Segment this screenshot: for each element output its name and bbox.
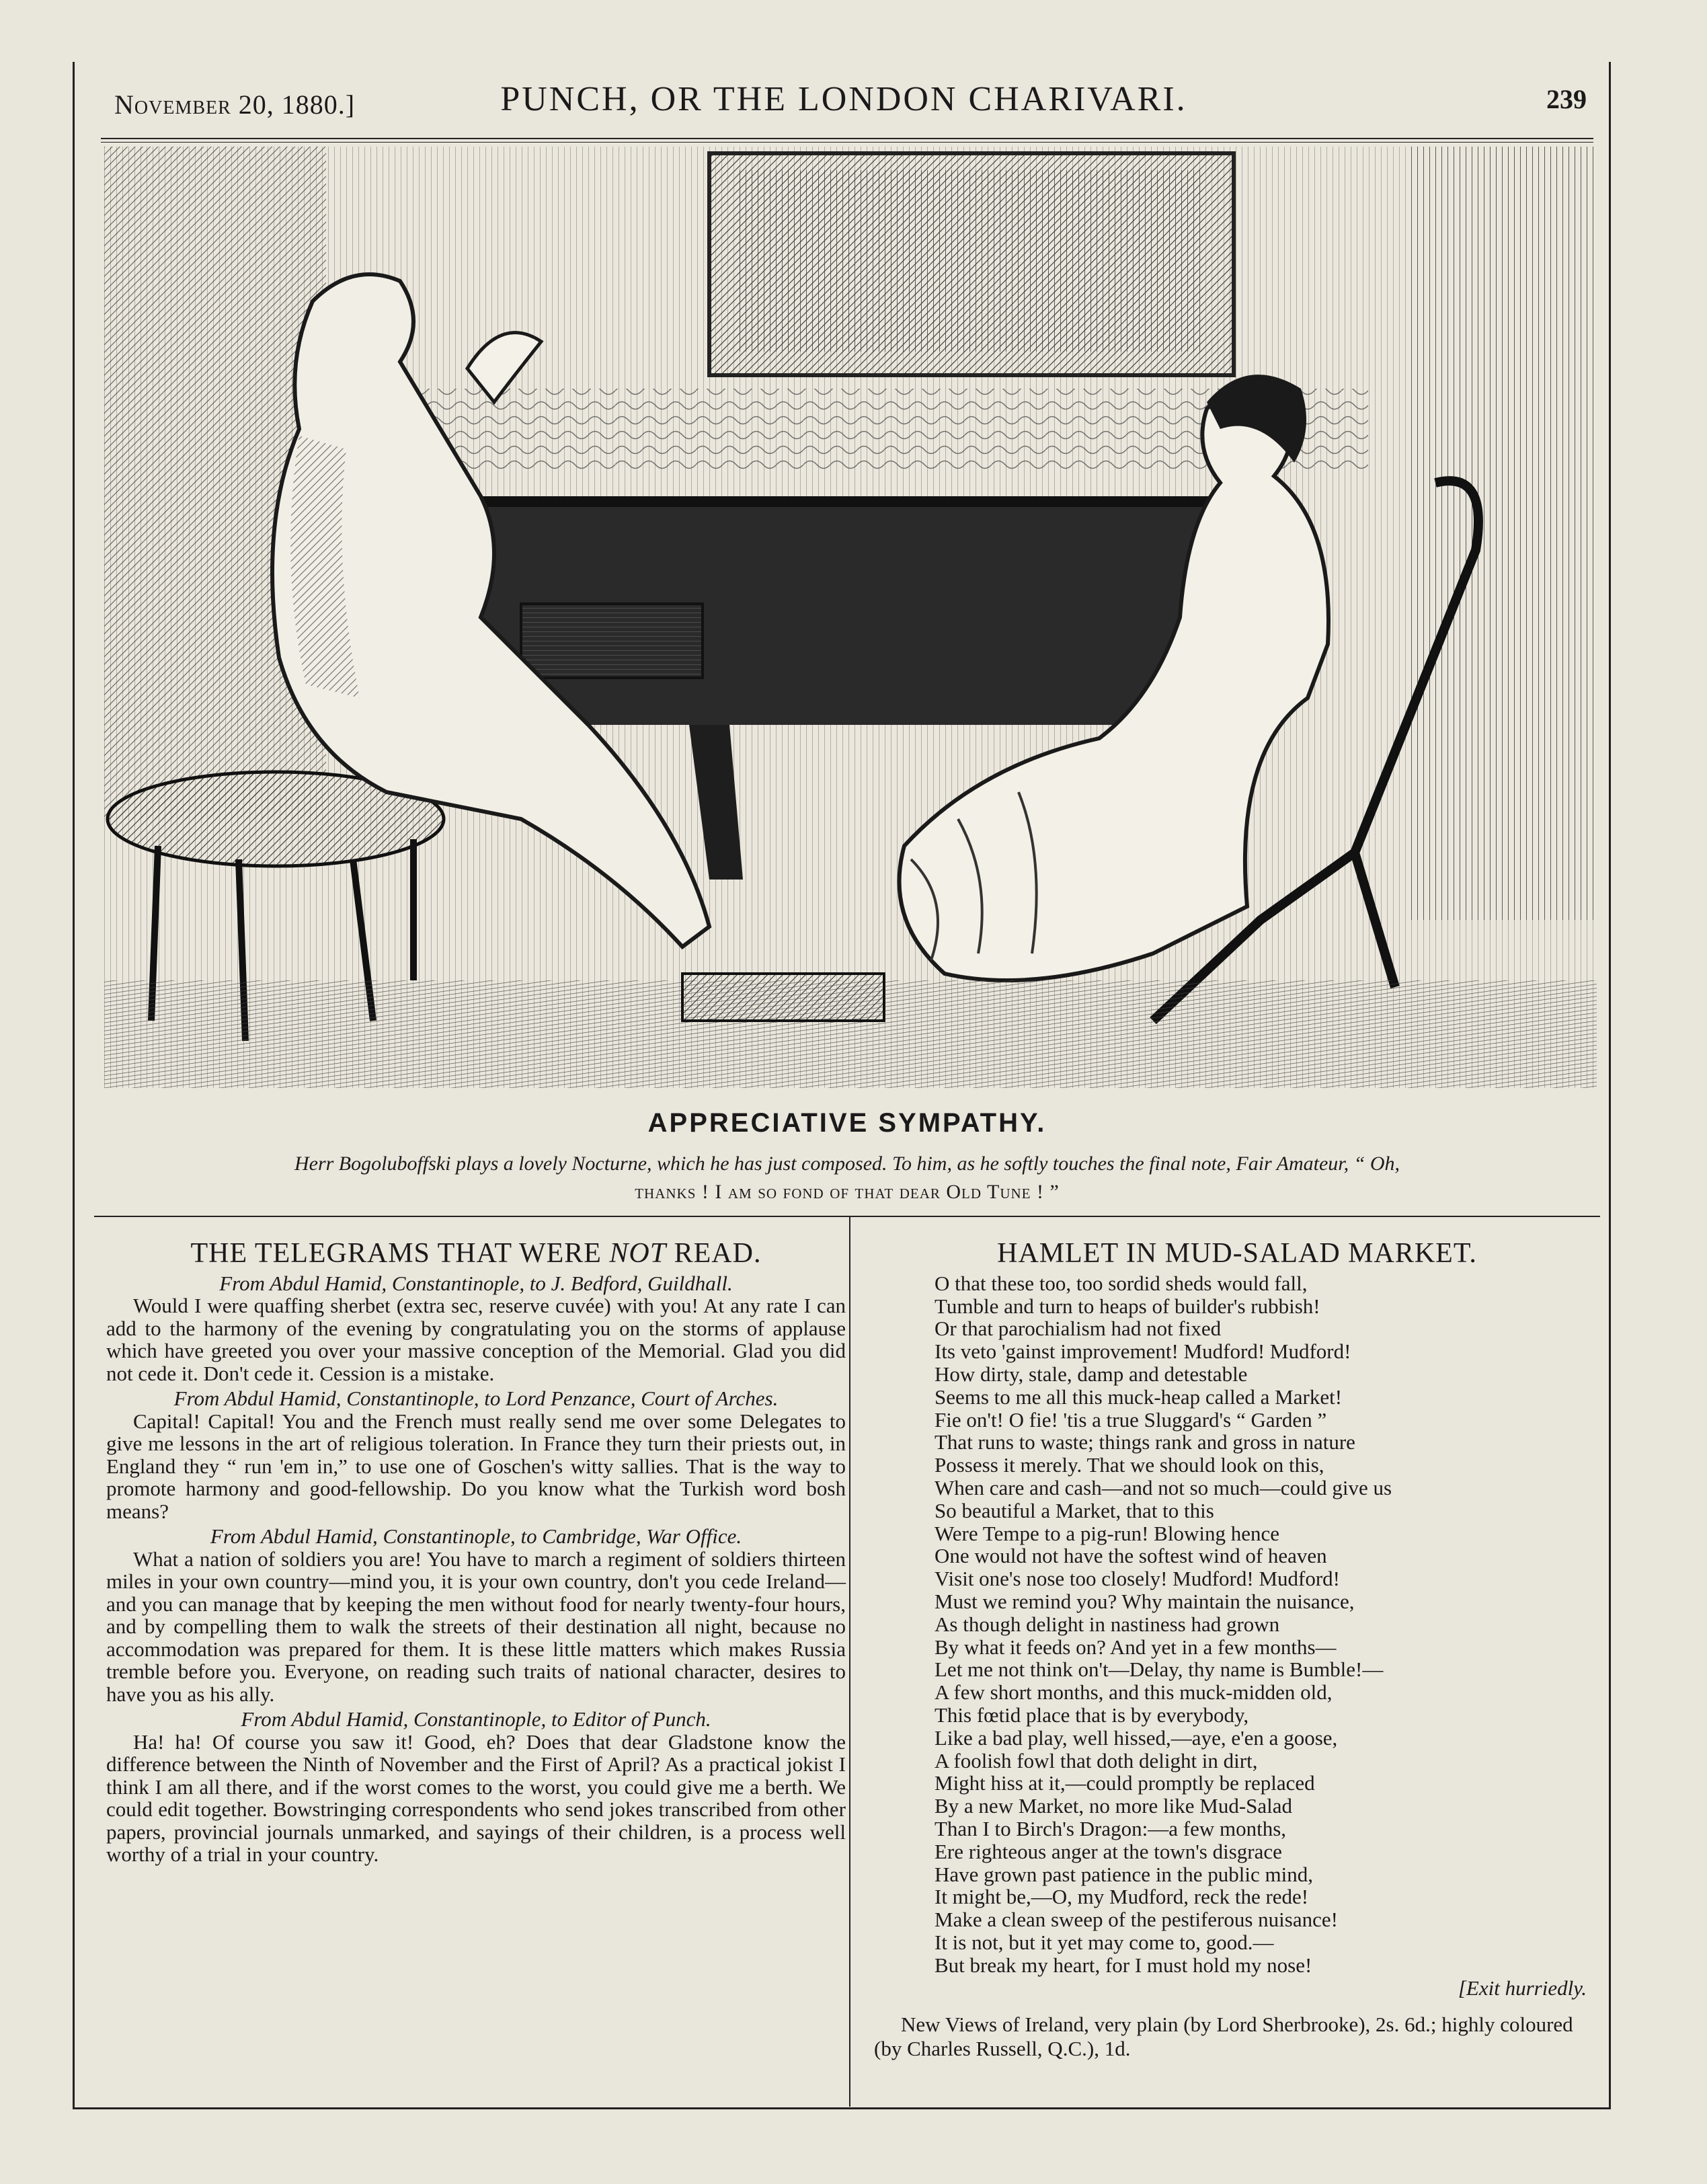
verse-line: It is not, but it yet may come to, good.— [935,1930,1274,1954]
verse-line: Its veto 'gainst improvement! Mudford! Mudford! [935,1339,1351,1364]
page-frame-left [73,62,75,2109]
verse-line: This fœtid place that is by everybody, [935,1703,1249,1727]
verse-line: As though delight in nastiness had grown [935,1612,1280,1636]
telegram-dateline: From Abdul Hamid, Constantinople, to J. Bedford, Guildhall. [219,1271,733,1295]
cartoon-caption-narration: Herr Bogoluboffski plays a lovely Nocturne, which he has just composed. To him, as he softly touches the final note, Fair Amateur, “ Oh, [294,1153,1400,1175]
magazine-title: PUNCH, OR THE LONDON CHARIVARI. [500,80,1187,118]
hamlet-column [874,1238,1600,2061]
header-rule [101,138,1593,143]
verse-line: Make a clean sweep of the pestiferous nuisance! [935,1908,1338,1932]
telegram-body: What a nation of soldiers you are! You have to march a regiment of soldiers thirteen miles in your own country—mind you, it is your own country, don't you cede Ireland—and you can manage that by keeping the men without food for nearly twenty-four hours, and by compelling them to walk the streets of their destination all night, because no accommodation was prepared for them. It is these little matters which makes Russia tremble before you. Everyone, on reading such traits of national character, desires to have you as his ally. [106,1547,846,1706]
piano-lid-edge [454,496,1274,507]
telegrams-title [106,1238,846,1269]
verse-line: But break my heart, for I must hold my nose! [935,1953,1312,1977]
verse-line: By a new Market, no more like Mud-Salad [935,1794,1293,1818]
verse-line: Like a bad play, well hissed,—aye, e'en a goose, [935,1725,1338,1750]
verse-line: Seems to me all this muck-heap called a Market! [935,1384,1343,1409]
verse-line: Were Tempe to a pig-run! Blowing hence [935,1521,1279,1545]
verse-line: Than I to Birch's Dragon:—a few months, [935,1816,1287,1840]
page-number: 239 [1546,84,1587,114]
cartoon-title: APPRECIATIVE SYMPATHY. [647,1108,1047,1138]
verse-line: Or that parochialism had not fixed [935,1317,1222,1341]
telegram-dateline: From Abdul Hamid, Constantinople, to Cambridge, War Office. [210,1524,742,1548]
column-divider [849,1216,850,2107]
hamlet-verse [874,1272,1600,1977]
telegram-dateline: From Abdul Hamid, Constantinople, to Lord Penzance, Court of Arches. [173,1387,779,1410]
verse-line: Possess it merely. That we should look on this, [935,1453,1324,1477]
verse-line: O that these too, too sordid sheds would fall, [935,1271,1308,1295]
cartoon-illustration [104,147,1597,1088]
cartoon-caption-quote: thanks ! I am so fond of that dear Old Tune ! ” [635,1181,1060,1203]
framed-picture-inner [740,170,1203,352]
verse-line: When care and cash—and not so much—could give us [935,1475,1392,1499]
page-frame-right [1609,62,1611,2109]
telegrams-title-pre: THE TELEGRAMS THAT WERE [190,1238,610,1269]
verse-line: Tumble and turn to heaps of builder's rubbish! [935,1294,1320,1318]
cartoon-caption [141,1150,1553,1206]
verse-line: A few short months, and this muck-midden old, [935,1680,1333,1705]
footstool [682,974,884,1021]
verse-line: One would not have the softest wind of heaven [935,1544,1327,1568]
stage-direction: [Exit hurriedly. [1458,1976,1587,2000]
verse-line: Ere righteous anger at the town's disgrace [935,1839,1282,1863]
verse-line: Fie on't! O fie! 'tis a true Sluggard's “ Garden ” [935,1407,1327,1432]
verse-line: Let me not think on't—Delay, thy name is Bumble!— [935,1658,1384,1682]
issue-date: November 20, 1880.] [114,89,356,120]
piano-keyboard [521,604,703,678]
verse-line: It might be,—O, my Mudford, reck the rede! [935,1885,1309,1909]
verse-line: By what it feeds on? And yet in a few months— [935,1635,1337,1659]
telegram-body: Capital! Capital! You and the French must really send me over some Delegates to give me lessons in the art of religious toleration. In France they turn their priests out, in England they “ run 'em in,” to use one of Goschen's witty sallies. That is the way to promote harmony and good-fellowship. Do you know what the Turkish word bosh means? [106,1409,846,1523]
telegram-dateline: From Abdul Hamid, Constantinople, to Editor of Punch. [241,1707,711,1731]
telegram-body: Would I were quaffing sherbet (extra sec, reserve cuvée) with you! At any rate I can add to the harmony of the evening by congratulating you on the storms of applause which have greeted you over your massive conception of the Memorial. Glad you did not cede it. Don't cede it. Cession is a mistake. [106,1294,846,1385]
telegrams-title-post: READ. [666,1238,762,1269]
telegrams-column [106,1238,846,1869]
verse-line: How dirty, stale, damp and detestable [935,1362,1248,1386]
section-rule [94,1216,1600,1217]
verse-line: That runs to waste; things rank and gross in nature [935,1430,1355,1454]
running-head [101,79,1587,126]
verse-line: Visit one's nose too closely! Mudford! Mudford! [935,1567,1340,1591]
page-frame-bottom [73,2107,1611,2109]
verse-line: So beautiful a Market, that to this [935,1498,1214,1522]
footnote: New Views of Ireland, very plain (by Lord Sherbrooke), 2s. 6d.; highly coloured (by Charles Russell, Q.C.), 1d. [874,2013,1573,2061]
right-wall-panel [1408,147,1597,920]
verse-line: Must we remind you? Why maintain the nuisance, [935,1589,1355,1613]
telegrams-title-emphasis: NOT [609,1238,667,1269]
telegram-body: Ha! ha! Of course you saw it! Good, eh? Does that dear Gladstone know the difference between the Ninth of November and the First of April? As a practical jokist I think I am all there, and if the worst comes to the worst, you could give me a berth. We could edit together. Bowstringing correspondents who send jokes transcribed from other papers, provincial journals unmarked, and sayings of their children, is a process well worthy of a trial in your country. [106,1729,846,1866]
verse-line: Have grown past patience in the public mind, [935,1862,1314,1886]
hamlet-title: HAMLET IN MUD-SALAD MARKET. [997,1238,1477,1269]
verse-line: A foolish fowl that doth delight in dirt, [935,1748,1258,1772]
verse-line: Might hiss at it,—could promptly be replaced [935,1771,1315,1795]
